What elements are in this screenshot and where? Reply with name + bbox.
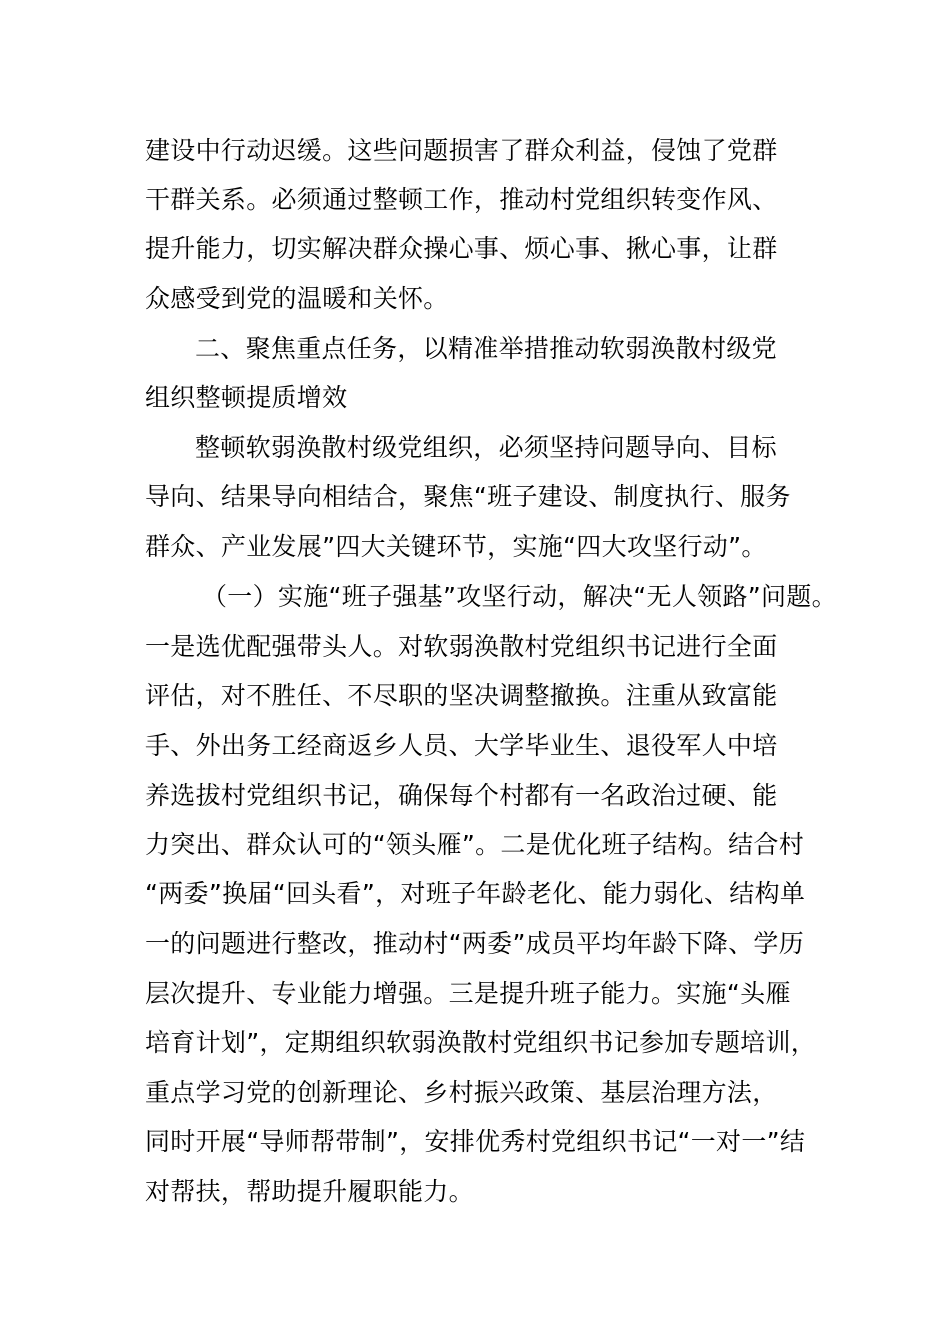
text-line: 整顿软弱涣散村级党组织，必须坚持问题导向、目标 xyxy=(195,433,777,462)
text-line: 力突出、群众认可的“领头雁”。二是优化班子结构。结合村 xyxy=(145,830,805,859)
text-line: 培育计划”，定期组织软弱涣散村党组织书记参加专题培训， xyxy=(145,1028,817,1057)
text-line: 群众、产业发展”四大关键环节，实施“四大攻坚行动”。 xyxy=(145,532,767,561)
text-line: “两委”换届“回头看”，对班子年龄老化、能力弱化、结构单 xyxy=(145,879,806,908)
text-line: 导向、结果导向相结合，聚焦“班子建设、制度执行、服务 xyxy=(145,482,791,511)
text-line: 一是选优配强带头人。对软弱涣散村党组织书记进行全面 xyxy=(145,632,778,661)
text-line: 同时开展“导师帮带制”，安排优秀村党组织书记“一对一”结 xyxy=(145,1127,806,1156)
section-heading-line: 二、聚焦重点任务，以精准举措推动软弱涣散村级党 xyxy=(195,334,777,363)
text-line: 一的问题进行整改，推动村“两委”成员平均年龄下降、学历 xyxy=(145,929,805,958)
text-line: 手、外出务工经商返乡人员、大学毕业生、退役军人中培 xyxy=(145,731,778,760)
text-line: 众感受到党的温暖和关怀。 xyxy=(145,284,449,313)
text-line: 重点学习党的创新理论、乡村振兴政策、基层治理方法， xyxy=(145,1078,778,1107)
text-line: 干群关系。必须通过整顿工作，推动村党组织转变作风、 xyxy=(145,185,778,214)
text-line: 层次提升、专业能力增强。三是提升班子能力。实施“头雁 xyxy=(145,979,791,1008)
text-line: 提升能力，切实解决群众操心事、烦心事、揪心事，让群 xyxy=(145,234,778,263)
subsection-line: （一）实施“班子强基”攻坚行动，解决“无人领路”问题。 xyxy=(202,582,837,611)
text-line: 建设中行动迟缓。这些问题损害了群众利益，侵蚀了党群 xyxy=(145,136,778,165)
section-heading-line: 组织整顿提质增效 xyxy=(145,383,348,412)
text-line: 对帮扶，帮助提升履职能力。 xyxy=(145,1177,474,1206)
text-line: 评估，对不胜任、不尽职的坚决调整撤换。注重从致富能 xyxy=(145,681,778,710)
text-line: 养选拔村党组织书记，确保每个村都有一名政治过硬、能 xyxy=(145,781,778,810)
